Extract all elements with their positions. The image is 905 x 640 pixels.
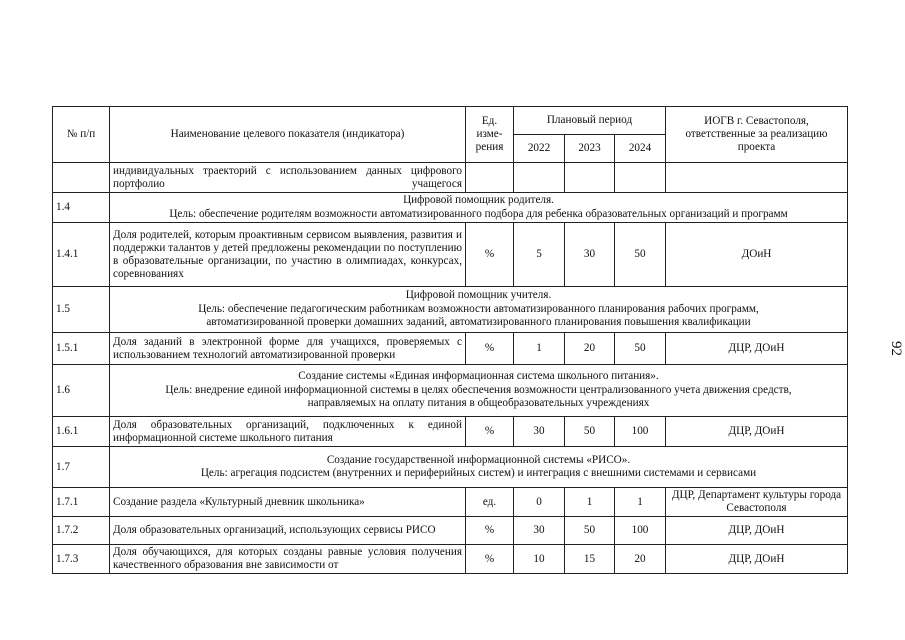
header-iogv: ИОГВ г. Севастополя, ответственные за реализацию проекта <box>666 107 848 163</box>
cell-num <box>53 163 110 193</box>
section-line: Цифровой помощник родителя. <box>403 194 554 206</box>
cell-num: 1.7 <box>53 447 110 488</box>
cell-num: 1.4.1 <box>53 223 110 287</box>
cell-num: 1.7.1 <box>53 488 110 517</box>
cell-unit: % <box>466 333 514 365</box>
cell-unit: % <box>466 517 514 545</box>
section-title <box>110 365 848 417</box>
cell-name: Доля образовательных организаций, использующих сервисы РИСО <box>110 517 466 545</box>
table-row-continuation <box>53 163 848 193</box>
cell-2022: 30 <box>514 417 565 447</box>
cell-responsible: ДЦР, ДОиН <box>666 517 848 545</box>
section-line: автоматизированной проверки домашних заданий, автоматизированного планирования повышения квалификации <box>206 316 751 329</box>
table-row <box>53 223 848 287</box>
cell-name: Доля образовательных организаций, подключенных к единой информационной системе школьного питания <box>110 417 466 447</box>
cell-num: 1.4 <box>53 193 110 223</box>
indicators-table <box>52 106 848 574</box>
cell-name: Доля родителей, которым проактивным сервисом выявления, развития и поддержки талантов у детей предложены рекомендации по поступлению в образовательные организации, по участию в олимпиадах, конкурсах, соревнованиях <box>110 223 466 287</box>
table-row <box>53 517 848 545</box>
cell-responsible: ДЦР, ДОиН <box>666 333 848 365</box>
header-year-2022: 2022 <box>514 135 565 163</box>
cell-2022: 10 <box>514 545 565 574</box>
cell-2024: 100 <box>615 517 666 545</box>
cell-responsible: ДЦР, Департамент культуры города Севастополя <box>666 488 848 517</box>
section-line: Создание государственной информационной системы «РИСО». <box>326 453 631 466</box>
section-line: Цель: внедрение единой информационной системы в целях обеспечения возможности централизованного учета движения средств, <box>165 383 792 396</box>
section-line: Создание системы «Единая информационная система школьного питания». <box>298 370 659 383</box>
cell-responsible: ДЦР, ДОиН <box>666 545 848 574</box>
cell-unit: % <box>466 223 514 287</box>
cell-2022: 0 <box>514 488 565 517</box>
cell-name: индивидуальных траекторий с использованием данных цифрового портфолио учащегося <box>110 163 466 193</box>
cell-unit: % <box>466 545 514 574</box>
section-title <box>110 193 848 223</box>
cell-2022: 30 <box>514 517 565 545</box>
section-title <box>110 447 848 488</box>
header-unit: Ед. изме- рения <box>466 107 514 163</box>
section-line: Цель: обеспечение педагогическим работникам возможности автоматизированного планирования рабочих программ, <box>198 302 759 315</box>
cell-unit: % <box>466 417 514 447</box>
header-num: № п/п <box>53 107 110 163</box>
cell-num: 1.7.2 <box>53 517 110 545</box>
cell-responsible: ДЦР, ДОиН <box>666 417 848 447</box>
header-year-2023: 2023 <box>565 135 615 163</box>
cell-2022: 5 <box>514 223 565 287</box>
cell-2024: 100 <box>615 417 666 447</box>
table-row <box>53 488 848 517</box>
table-row <box>53 417 848 447</box>
cell-num: 1.6 <box>53 365 110 417</box>
table-row-section <box>53 447 848 488</box>
cell-2023: 30 <box>565 223 615 287</box>
section-title <box>110 287 848 333</box>
table-row <box>53 545 848 574</box>
header-year-2024: 2024 <box>615 135 666 163</box>
section-line: направляемых на оплату питания в общеобразовательных учреждениях <box>307 397 650 410</box>
table-row-section <box>53 287 848 333</box>
cell-num: 1.5 <box>53 287 110 333</box>
header-plan: Плановый период <box>514 107 666 135</box>
table-row-section <box>53 365 848 417</box>
page-number: 92 <box>888 341 904 356</box>
cell-2022: 1 <box>514 333 565 365</box>
cell-2024: 50 <box>615 333 666 365</box>
section-line: Цель: обеспечение родителям возможности автоматизированного подбора для ребенка образовательных организаций и программ <box>169 207 788 220</box>
table-row-section <box>53 193 848 223</box>
cell-2024: 20 <box>615 545 666 574</box>
section-line: Цифровой помощник учителя. <box>405 289 552 302</box>
cell-2023: 50 <box>565 417 615 447</box>
header-name: Наименование целевого показателя (индикатора) <box>110 107 466 163</box>
cell-unit: ед. <box>466 488 514 517</box>
cell-2023: 50 <box>565 517 615 545</box>
cell-2024: 1 <box>615 488 666 517</box>
cell-2023: 1 <box>565 488 615 517</box>
cell-name: Доля заданий в электронной форме для учащихся, проверяемых с использованием технологий автоматизированной проверки <box>110 333 466 365</box>
cell-name: Создание раздела «Культурный дневник школьника» <box>110 488 466 517</box>
cell-2023: 20 <box>565 333 615 365</box>
cell-responsible: ДОиН <box>666 223 848 287</box>
cell-num: 1.7.3 <box>53 545 110 574</box>
cell-2024: 50 <box>615 223 666 287</box>
cell-name: Доля обучающихся, для которых созданы равные условия получения качественного образования вне зависимости от <box>110 545 466 574</box>
table-row <box>53 333 848 365</box>
cell-num: 1.5.1 <box>53 333 110 365</box>
section-line: Цель: агрегация подсистем (внутренних и периферийных систем) и интеграция с внешними системами и сервисами <box>200 467 757 479</box>
cell-2023: 15 <box>565 545 615 574</box>
cell-num: 1.6.1 <box>53 417 110 447</box>
